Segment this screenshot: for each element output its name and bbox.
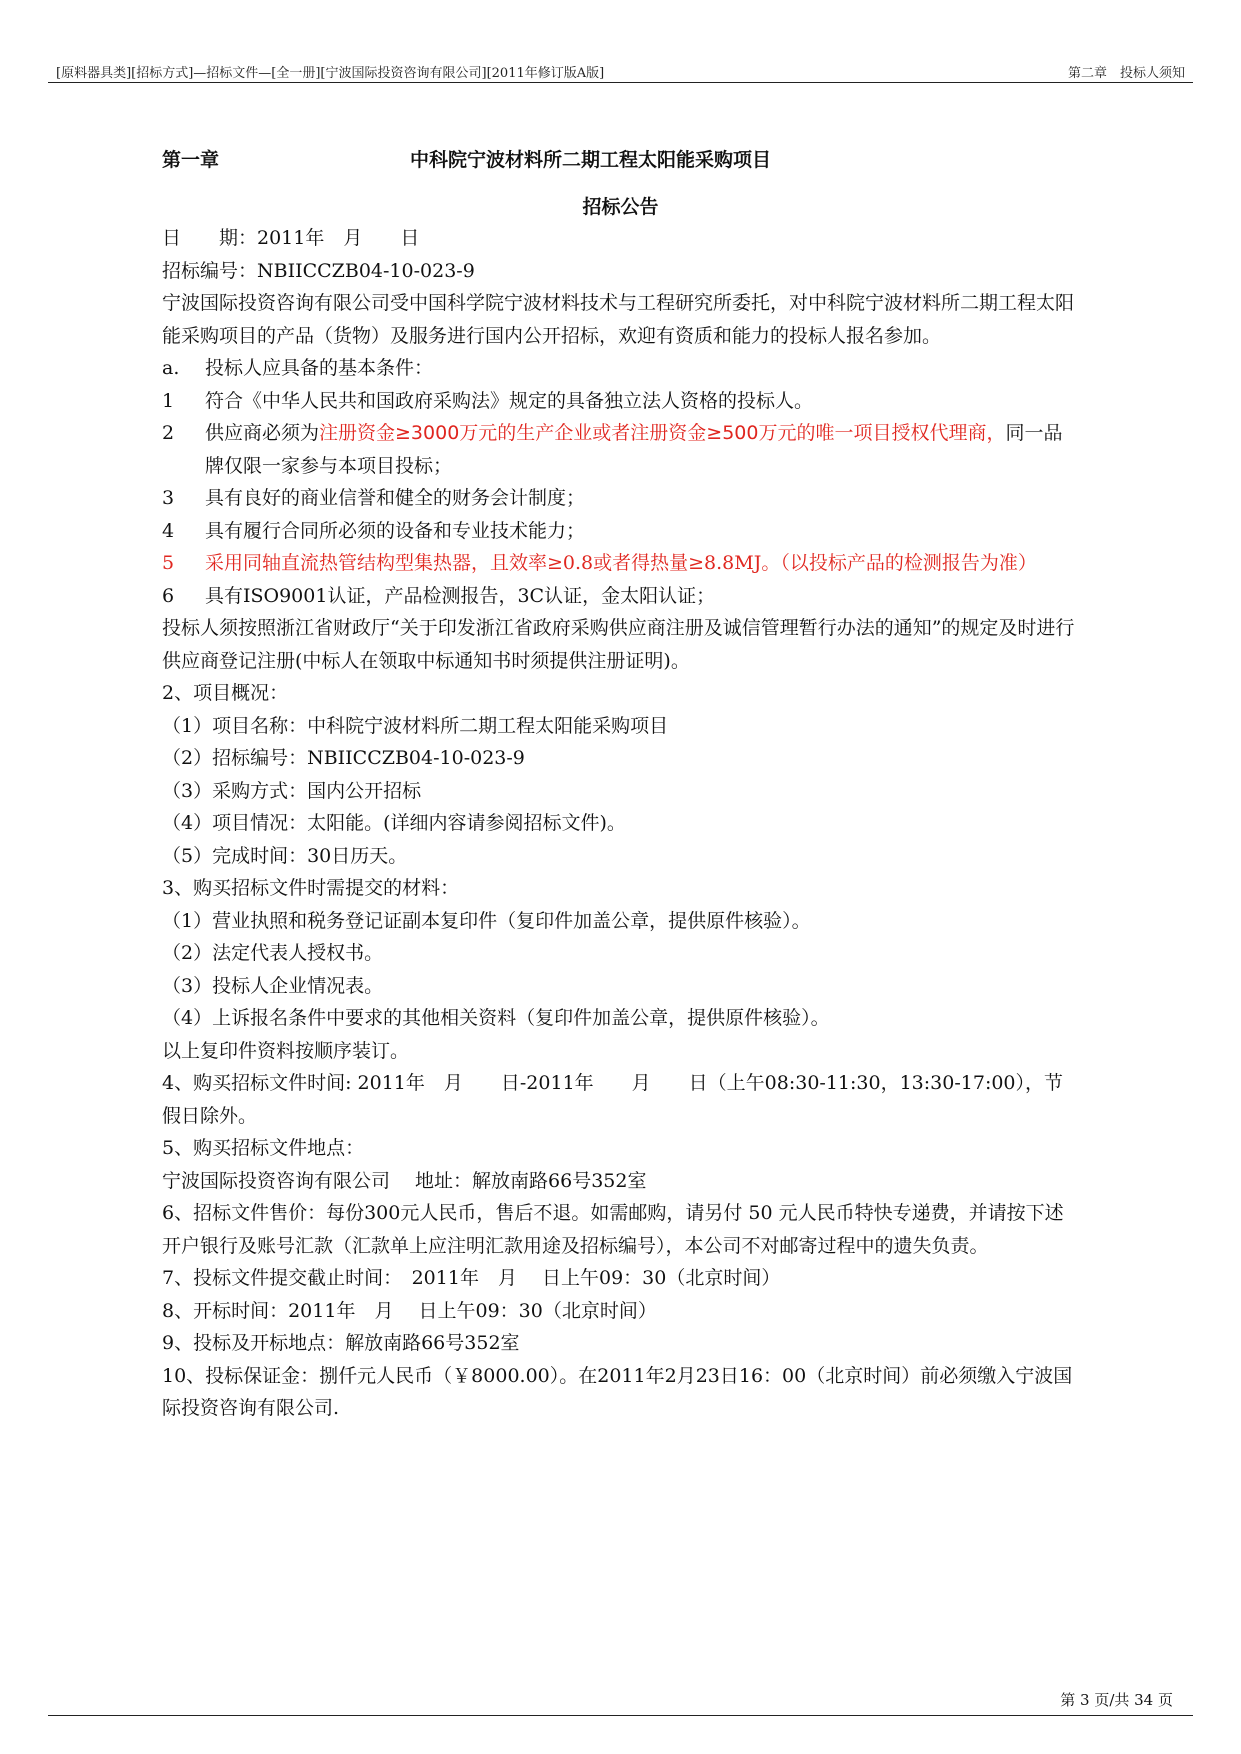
- materials-item: （4）上诉报名条件中要求的其他相关资料（复印件加盖公章，提供原件核验）。: [162, 1007, 830, 1029]
- page-number: 第 3 页/共 34 页: [1060, 1691, 1173, 1709]
- condition-item-2: [162, 417, 1080, 482]
- condition-num: 3: [162, 487, 175, 509]
- intro-paragraph: 宁波国际投资咨询有限公司受中国科学院宁波材料技术与工程研究所委托，对中科院宁波材料所二期工程太阳能采购项目的产品（货物）及服务进行国内公开招标，欢迎有资质和能力的投标人报名参加。: [162, 292, 1075, 347]
- purchase-location-heading: 5、购买招标文件地点：: [162, 1137, 365, 1159]
- overview-item: （4）项目情况：太阳能。(详细内容请参阅招标文件)。: [162, 812, 626, 834]
- header-right-text: 第二章 投标人须知: [1067, 66, 1185, 81]
- condition-num: 5: [162, 552, 175, 574]
- opening-time: 8、开标时间：2011年 月 日上午09：30（北京时间）: [162, 1299, 657, 1322]
- condition-text: 符合《中华人民共和国政府采购法》规定的具备独立法人资格的投标人。: [205, 389, 814, 412]
- condition-text: 具有良好的商业信誉和健全的财务会计制度；: [205, 487, 586, 509]
- chapter-label: 第一章: [162, 149, 220, 171]
- page-header: [48, 60, 1193, 83]
- condition-num: 6: [162, 584, 175, 607]
- overview-item: （3）采购方式：国内公开招标: [162, 779, 422, 802]
- document-body: [162, 222, 1080, 1425]
- document-price: 6、招标文件售价：每份300元人民币，售后不退。如需邮购，请另付 50 元人民币特快专递费，并请按下述开户银行及账号汇款（汇款单上应注明汇款用途及招标编号），本公司不对邮寄过程中的遗失负责。: [162, 1202, 1064, 1257]
- opening-location: 9、投标及开标地点：解放南路66号352室: [162, 1332, 520, 1354]
- condition-text: 具有履行合同所必须的设备和专业技术能力；: [205, 519, 586, 542]
- overview-item: （1）项目名称：中科院宁波材料所二期工程太阳能采购项目: [162, 714, 669, 737]
- materials-item: （3）投标人企业情况表。: [162, 974, 384, 997]
- conditions-heading-num: a.: [162, 357, 180, 379]
- overview-heading: 2、项目概况：: [162, 682, 289, 704]
- date-line: 日 期：2011年 月 日: [162, 227, 420, 249]
- header-left-text: [原料器具类][招标方式]—招标文件—[全一册][宁波国际投资咨询有限公司][2011年修订版A版]: [56, 66, 605, 81]
- bid-number-line: 招标编号：NBIICCZB04-10-023-9: [162, 259, 475, 282]
- materials-note: 以上复印件资料按顺序装订。: [162, 1039, 410, 1062]
- project-title: 中科院宁波材料所二期工程太阳能采购项目: [410, 149, 772, 171]
- purchase-location-address: 宁波国际投资咨询有限公司 地址：解放南路66号352室: [162, 1169, 647, 1192]
- conditions-heading-text: 投标人应具备的基本条件：: [205, 357, 434, 379]
- overview-item: （5）完成时间：30日历天。: [162, 844, 408, 867]
- condition-item-1: [162, 385, 1080, 418]
- condition-text: 同一品牌仅限一家参与本项目投标；: [205, 422, 1063, 477]
- notice-title: 招标公告: [582, 196, 659, 218]
- condition-item-5: [162, 547, 1080, 580]
- bid-deposit: 10、投标保证金：捌仟元人民币（￥8000.00）。在2011年2月23日16：00（北京时间）前必须缴入宁波国际投资咨询有限公司.: [162, 1364, 1073, 1419]
- condition-item-3: [162, 482, 1080, 515]
- condition-item-4: [162, 515, 1080, 548]
- materials-item: （2）法定代表人授权书。: [162, 942, 384, 964]
- condition-text: 具有ISO9001认证，产品检测报告，3C认证，金太阳认证；: [205, 584, 716, 607]
- condition-highlight-text: 注册资金≥3000万元的生产企业或者注册资金≥500万元的唯一项目授权代理商，: [319, 422, 1006, 444]
- submission-deadline: 7、投标文件提交截止时间： 2011年 月 日上午09：30（北京时间）: [162, 1267, 781, 1289]
- condition-highlight-text: 采用同轴直流热管结构型集热器，且效率≥0.8或者得热量≥8.8MJ。（以投标产品的检测报告为准）: [205, 552, 1037, 574]
- overview-item: （2）招标编号：NBIICCZB04-10-023-9: [162, 747, 525, 769]
- condition-num: 1: [162, 389, 175, 412]
- materials-item: （1）营业执照和税务登记证副本复印件（复印件加盖公章，提供原件核验）。: [162, 909, 811, 932]
- conditions-heading: [162, 352, 1080, 385]
- registration-note: 投标人须按照浙江省财政厅“关于印发浙江省政府采购供应商注册及诚信管理暂行办法的通知”的规定及时进行供应商登记注册(中标人在领取中标通知书时须提供注册证明)。: [162, 617, 1075, 672]
- materials-heading: 3、购买招标文件时需提交的材料：: [162, 877, 460, 899]
- condition-num: 2: [162, 422, 175, 444]
- purchase-time: 4、购买招标文件时间: 2011年 月 日-2011年 月 日（上午08:30-11:30，13:30-17:00），节假日除外。: [162, 1072, 1064, 1127]
- condition-text: 供应商必须为: [205, 422, 320, 444]
- footer-divider: [48, 1715, 1193, 1716]
- condition-item-6: [162, 580, 1080, 613]
- condition-num: 4: [162, 519, 175, 542]
